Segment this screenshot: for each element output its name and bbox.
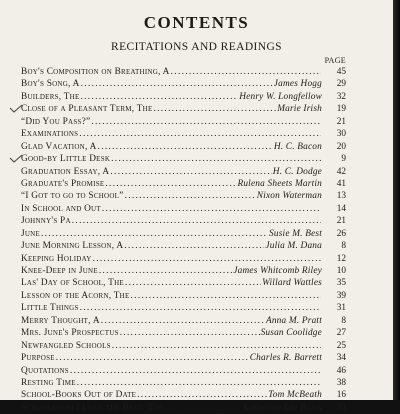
entry-page-number: 27 (336, 328, 346, 339)
entry-author: Julia M. Dana (265, 241, 322, 252)
entry-title: Johnny's Pa (21, 216, 71, 227)
toc-entry (21, 91, 346, 103)
entry-title: Graduation Essay, A (21, 166, 110, 177)
toc-entry (21, 66, 346, 78)
toc-entry (21, 78, 346, 90)
entry-page-number: 14 (336, 203, 346, 214)
entry-title: Lesson of the Acorn, The (21, 290, 130, 301)
dot-leader (105, 178, 236, 190)
dot-leader (124, 240, 264, 252)
entry-author: James Hogg (273, 79, 322, 90)
entry-page-number: 21 (336, 216, 346, 227)
entry-title: Examinations (21, 129, 79, 140)
entry-page-number: 32 (336, 91, 346, 102)
entry-page-number: 19 (336, 104, 346, 115)
toc-entry (21, 377, 346, 389)
entry-author: Tom McBeath (268, 390, 322, 401)
dot-leader (41, 228, 268, 240)
entry-title: Close of a Pleasant Term, The (21, 104, 153, 115)
entry-page-number: 38 (336, 377, 346, 388)
entry-title: Boy's Composition on Breathing, A (21, 67, 170, 77)
toc-entry (21, 166, 346, 178)
entry-page-number: 25 (336, 340, 346, 351)
page-title: CONTENTS (143, 13, 250, 32)
toc-entry (21, 240, 346, 252)
entry-author: Susan Coolidge (260, 328, 322, 339)
dot-leader (101, 315, 265, 327)
toc-entry (21, 302, 346, 314)
entry-page-number: 30 (336, 129, 346, 140)
dot-leader (91, 116, 321, 128)
entry-title: Mrs. June's Prospectus (21, 328, 119, 339)
dot-leader (125, 277, 261, 289)
dot-leader (80, 302, 321, 314)
pencil-check-mark-icon (9, 153, 23, 164)
entry-title: June (21, 228, 41, 239)
entry-author: H. C. Dodge (272, 166, 322, 177)
entry-author: Marie Irish (277, 104, 322, 115)
entry-page-number: 39 (336, 290, 346, 301)
section-heading: RECITATIONS AND READINGS (111, 41, 282, 53)
toc-entry (21, 315, 346, 327)
toc-entry (21, 327, 346, 339)
toc-entry (21, 352, 346, 364)
entry-page-number: 41 (336, 178, 346, 189)
entry-title: Good-by Little Desk (21, 154, 111, 165)
toc-entry (21, 116, 346, 128)
entry-page-number: 8 (341, 315, 346, 326)
toc-entry (21, 228, 346, 240)
entry-page-number: 31 (336, 303, 346, 314)
entry-title: Resting Time (21, 377, 76, 388)
entry-page-number: 29 (336, 79, 346, 90)
entry-page-number: 20 (336, 141, 346, 152)
toc-entry (21, 103, 346, 115)
dot-leader (56, 352, 249, 364)
entry-page-number: 12 (336, 253, 346, 264)
toc-entry (21, 277, 346, 289)
entry-title: Purpose (21, 353, 55, 364)
entry-page-number: 13 (336, 191, 346, 202)
toc-entry (21, 340, 346, 352)
toc-entry (21, 203, 346, 215)
entry-title: “I Got to go to School” (21, 191, 124, 202)
toc-entry (21, 365, 346, 377)
entry-page-number: 9 (341, 154, 346, 165)
entry-page-number: 34 (336, 353, 346, 364)
entry-page-number: 10 (336, 266, 346, 276)
toc-entry (21, 190, 346, 202)
dot-leader (99, 265, 232, 277)
dot-leader (112, 340, 321, 352)
toc-entry (21, 141, 346, 153)
toc-entry (21, 178, 346, 190)
entry-author: Willard Wattles (262, 278, 322, 289)
entry-page-number: 16 (336, 390, 346, 401)
entry-author: Rulena Sheets Martin (237, 178, 322, 189)
dot-leader (81, 91, 239, 103)
entry-title: Merry Thought, A (21, 315, 100, 326)
entry-title: In School and Out (21, 203, 101, 214)
toc-entry (21, 402, 346, 414)
toc-entry (21, 290, 346, 302)
entry-page-number: 45 (336, 67, 346, 77)
dot-leader (70, 365, 321, 377)
entry-author: Charles R. Barrett (249, 353, 322, 364)
pencil-check-mark-icon (9, 103, 23, 114)
entry-title: School-Books Out of Date (21, 390, 137, 401)
dot-leader (131, 290, 321, 302)
toc-entry (21, 128, 346, 140)
dot-leader (125, 190, 256, 202)
entry-page-number: 42 (336, 166, 346, 177)
entry-author: James Whitcomb Riley (233, 266, 322, 276)
entry-title: Glad Vacation, A (21, 141, 97, 152)
dot-leader (171, 66, 321, 78)
entry-title: Boy's Song, A (21, 79, 80, 90)
dot-leader (111, 153, 321, 165)
dot-leader (77, 377, 321, 389)
entry-title: June Morning Lesson, A (21, 241, 124, 252)
dot-leader (110, 166, 271, 178)
entry-title: Quotations (21, 365, 69, 376)
dot-leader (79, 128, 321, 140)
dot-leader (72, 215, 321, 227)
entry-page-number: 46 (336, 365, 346, 376)
entry-author: H. C. Bacon (273, 141, 322, 152)
contents-list (21, 66, 346, 414)
entry-page-number: 8 (341, 241, 346, 252)
toc-entry (21, 153, 346, 165)
entry-page-number: 21 (336, 116, 346, 127)
entry-title: Keeping Holiday (21, 253, 92, 264)
entry-title: Schoolroom I Love the Best, The (21, 402, 164, 413)
entry-title: Little Things (21, 303, 79, 314)
toc-entry (21, 215, 346, 227)
dot-leader (102, 203, 321, 215)
entry-page-number: 35 (336, 278, 346, 289)
dot-leader (164, 402, 241, 414)
dot-leader (120, 327, 260, 339)
entry-page-number: 33 (336, 402, 346, 413)
dot-leader (93, 253, 321, 265)
toc-entry (21, 265, 346, 277)
entry-title: Knee-Deep in June (21, 266, 98, 276)
entry-title: “Did You Pass?” (21, 116, 91, 127)
entry-author: Anna M. Pratt (265, 315, 322, 326)
toc-entry (21, 253, 346, 265)
entry-title: Newfangled Schools (21, 340, 111, 351)
page-edge (393, 0, 400, 400)
dot-leader (81, 78, 273, 90)
page-column-header: PAGE (324, 56, 346, 65)
entry-author: Katherine Lee Bates (242, 402, 322, 413)
dot-leader (98, 141, 273, 153)
entry-author: Susie M. Best (269, 228, 322, 239)
entry-author: Nixon Waterman (256, 191, 322, 202)
entry-author: Henry W. Longfellow (239, 91, 322, 102)
entry-title: Builders, The (21, 91, 80, 102)
dot-leader (153, 103, 276, 115)
entry-page-number: 26 (336, 228, 346, 239)
entry-title: Las' Day of School, The (21, 278, 124, 289)
entry-title: Graduate's Promise (21, 178, 105, 189)
